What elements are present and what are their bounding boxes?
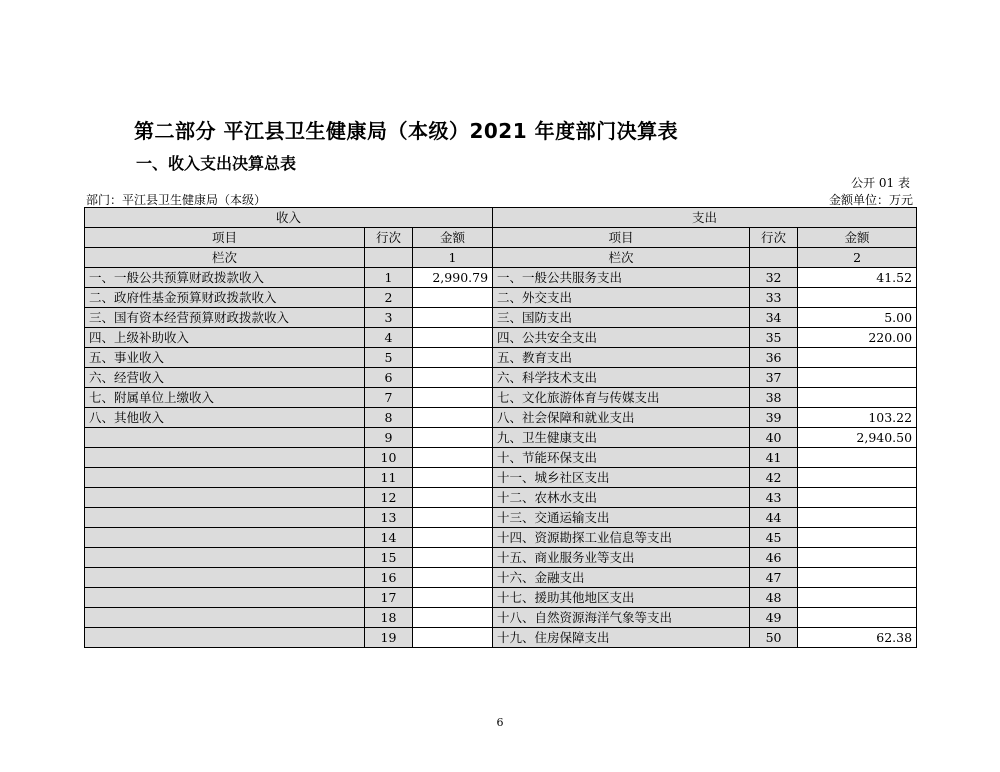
page-title: 第二部分 平江县卫生健康局（本级）2021 年度部门决算表 <box>134 119 679 143</box>
expense-item-cell: 一、一般公共服务支出 <box>493 268 750 288</box>
table-row <box>85 288 917 308</box>
income-item-cell: 五、事业收入 <box>85 348 365 368</box>
expense-column-number: 2 <box>798 248 917 268</box>
expense-line-cell: 40 <box>750 428 798 448</box>
income-item-cell <box>85 568 365 588</box>
income-line-cell: 6 <box>365 368 413 388</box>
income-item-cell: 三、国有资本经营预算财政拨款收入 <box>85 308 365 328</box>
expense-amount-cell <box>798 468 917 488</box>
income-line-cell: 16 <box>365 568 413 588</box>
income-line-cell: 1 <box>365 268 413 288</box>
expense-line-cell: 35 <box>750 328 798 348</box>
expense-item-cell: 八、社会保障和就业支出 <box>493 408 750 428</box>
expense-amount-cell <box>798 588 917 608</box>
income-item-cell <box>85 488 365 508</box>
expense-item-cell: 七、文化旅游体育与传媒支出 <box>493 388 750 408</box>
expense-amount-cell <box>798 288 917 308</box>
expense-amount-cell <box>798 448 917 468</box>
expense-item-cell: 四、公共安全支出 <box>493 328 750 348</box>
form-code: 公开 01 表 <box>851 176 910 190</box>
table-row <box>85 348 917 368</box>
header-row-sections <box>85 208 917 228</box>
expense-line-cell: 42 <box>750 468 798 488</box>
table-row <box>85 508 917 528</box>
income-line-cell: 17 <box>365 588 413 608</box>
expense-line-cell: 39 <box>750 408 798 428</box>
income-column-label: 栏次 <box>85 248 365 268</box>
expense-amount-cell <box>798 548 917 568</box>
section-subtitle: 一、收入支出决算总表 <box>136 154 297 173</box>
table-row <box>85 388 917 408</box>
expense-item-cell: 五、教育支出 <box>493 348 750 368</box>
income-amount-cell <box>413 488 493 508</box>
income-item-cell: 二、政府性基金预算财政拨款收入 <box>85 288 365 308</box>
expense-line-cell: 38 <box>750 388 798 408</box>
income-amount-cell <box>413 528 493 548</box>
expense-amount-cell <box>798 508 917 528</box>
income-line-cell: 18 <box>365 608 413 628</box>
expense-item-cell: 十三、交通运输支出 <box>493 508 750 528</box>
expense-line-cell: 41 <box>750 448 798 468</box>
page-number: 6 <box>496 716 504 729</box>
income-line-header: 行次 <box>365 228 413 248</box>
expense-item-cell: 十九、住房保障支出 <box>493 628 750 648</box>
income-item-cell <box>85 468 365 488</box>
expense-line-cell: 50 <box>750 628 798 648</box>
expense-line-cell: 47 <box>750 568 798 588</box>
expense-amount-cell <box>798 488 917 508</box>
income-line-cell: 19 <box>365 628 413 648</box>
expense-item-cell: 十一、城乡社区支出 <box>493 468 750 488</box>
table-row <box>85 268 917 288</box>
income-amount-cell <box>413 368 493 388</box>
expense-line-cell: 49 <box>750 608 798 628</box>
income-item-cell <box>85 528 365 548</box>
expense-column-label: 栏次 <box>493 248 750 268</box>
income-line-cell: 2 <box>365 288 413 308</box>
income-line-cell: 10 <box>365 448 413 468</box>
expense-amount-cell: 62.38 <box>798 628 917 648</box>
income-amount-cell <box>413 428 493 448</box>
expense-line-cell: 32 <box>750 268 798 288</box>
expense-line-cell: 44 <box>750 508 798 528</box>
expense-item-cell: 九、卫生健康支出 <box>493 428 750 448</box>
income-item-header: 项目 <box>85 228 365 248</box>
income-line-cell: 12 <box>365 488 413 508</box>
header-row-columns <box>85 228 917 248</box>
expense-item-cell: 十五、商业服务业等支出 <box>493 548 750 568</box>
income-item-cell <box>85 508 365 528</box>
expense-amount-cell: 5.00 <box>798 308 917 328</box>
expense-line-cell: 33 <box>750 288 798 308</box>
income-section-header: 收入 <box>85 208 493 228</box>
expense-line-cell: 46 <box>750 548 798 568</box>
income-item-cell: 四、上级补助收入 <box>85 328 365 348</box>
income-amount-cell <box>413 468 493 488</box>
income-amount-cell: 2,990.79 <box>413 268 493 288</box>
income-amount-cell <box>413 408 493 428</box>
income-amount-cell <box>413 328 493 348</box>
expense-line-cell: 37 <box>750 368 798 388</box>
table-row <box>85 568 917 588</box>
income-line-cell: 5 <box>365 348 413 368</box>
income-item-cell <box>85 608 365 628</box>
income-amount-cell <box>413 588 493 608</box>
header-row-column-index <box>85 248 917 268</box>
expense-amount-cell <box>798 348 917 368</box>
income-amount-cell <box>413 348 493 368</box>
income-item-cell: 六、经营收入 <box>85 368 365 388</box>
income-amount-cell <box>413 388 493 408</box>
income-line-cell: 13 <box>365 508 413 528</box>
income-line-cell: 9 <box>365 428 413 448</box>
income-column-number: 1 <box>413 248 493 268</box>
table-row <box>85 468 917 488</box>
table-row <box>85 428 917 448</box>
expense-line-cell: 34 <box>750 308 798 328</box>
expense-column-blank <box>750 248 798 268</box>
expense-item-cell: 三、国防支出 <box>493 308 750 328</box>
income-amount-cell <box>413 508 493 528</box>
income-amount-cell <box>413 288 493 308</box>
expense-amount-cell <box>798 608 917 628</box>
table-row <box>85 308 917 328</box>
expense-item-cell: 十、节能环保支出 <box>493 448 750 468</box>
expense-amount-cell <box>798 388 917 408</box>
table-row <box>85 528 917 548</box>
income-item-cell <box>85 428 365 448</box>
income-item-cell: 一、一般公共预算财政拨款收入 <box>85 268 365 288</box>
expense-amount-cell <box>798 528 917 548</box>
expense-amount-cell <box>798 568 917 588</box>
expense-line-cell: 45 <box>750 528 798 548</box>
table-row <box>85 368 917 388</box>
table-body <box>85 208 917 648</box>
income-line-cell: 11 <box>365 468 413 488</box>
income-amount-header: 金额 <box>413 228 493 248</box>
income-item-cell <box>85 628 365 648</box>
expense-section-header: 支出 <box>493 208 917 228</box>
income-line-cell: 14 <box>365 528 413 548</box>
income-amount-cell <box>413 608 493 628</box>
expense-amount-header: 金额 <box>798 228 917 248</box>
income-amount-cell <box>413 568 493 588</box>
expense-line-cell: 48 <box>750 588 798 608</box>
expense-item-header: 项目 <box>493 228 750 248</box>
income-column-blank <box>365 248 413 268</box>
income-line-cell: 3 <box>365 308 413 328</box>
table-row <box>85 548 917 568</box>
income-expense-table <box>84 207 917 648</box>
expense-line-header: 行次 <box>750 228 798 248</box>
income-amount-cell <box>413 448 493 468</box>
table-row <box>85 408 917 428</box>
income-amount-cell <box>413 308 493 328</box>
income-item-cell: 八、其他收入 <box>85 408 365 428</box>
table-row <box>85 588 917 608</box>
income-line-cell: 15 <box>365 548 413 568</box>
amount-unit-label: 金额单位：万元 <box>828 193 913 207</box>
table-row <box>85 628 917 648</box>
income-item-cell: 七、附属单位上缴收入 <box>85 388 365 408</box>
table-row <box>85 448 917 468</box>
expense-item-cell: 二、外交支出 <box>493 288 750 308</box>
department-label: 部门：平江县卫生健康局（本级） <box>86 193 267 207</box>
income-line-cell: 4 <box>365 328 413 348</box>
expense-amount-cell: 2,940.50 <box>798 428 917 448</box>
expense-amount-cell: 220.00 <box>798 328 917 348</box>
income-amount-cell <box>413 628 493 648</box>
expense-amount-cell <box>798 368 917 388</box>
expense-amount-cell: 41.52 <box>798 268 917 288</box>
expense-line-cell: 43 <box>750 488 798 508</box>
table-row <box>85 328 917 348</box>
expense-amount-cell: 103.22 <box>798 408 917 428</box>
expense-item-cell: 六、科学技术支出 <box>493 368 750 388</box>
income-item-cell <box>85 548 365 568</box>
expense-line-cell: 36 <box>750 348 798 368</box>
expense-item-cell: 十六、金融支出 <box>493 568 750 588</box>
income-item-cell <box>85 448 365 468</box>
income-item-cell <box>85 588 365 608</box>
expense-item-cell: 十七、援助其他地区支出 <box>493 588 750 608</box>
income-amount-cell <box>413 548 493 568</box>
income-line-cell: 7 <box>365 388 413 408</box>
expense-item-cell: 十四、资源勘探工业信息等支出 <box>493 528 750 548</box>
expense-item-cell: 十八、自然资源海洋气象等支出 <box>493 608 750 628</box>
table-row <box>85 488 917 508</box>
expense-item-cell: 十二、农林水支出 <box>493 488 750 508</box>
income-line-cell: 8 <box>365 408 413 428</box>
table-row <box>85 608 917 628</box>
